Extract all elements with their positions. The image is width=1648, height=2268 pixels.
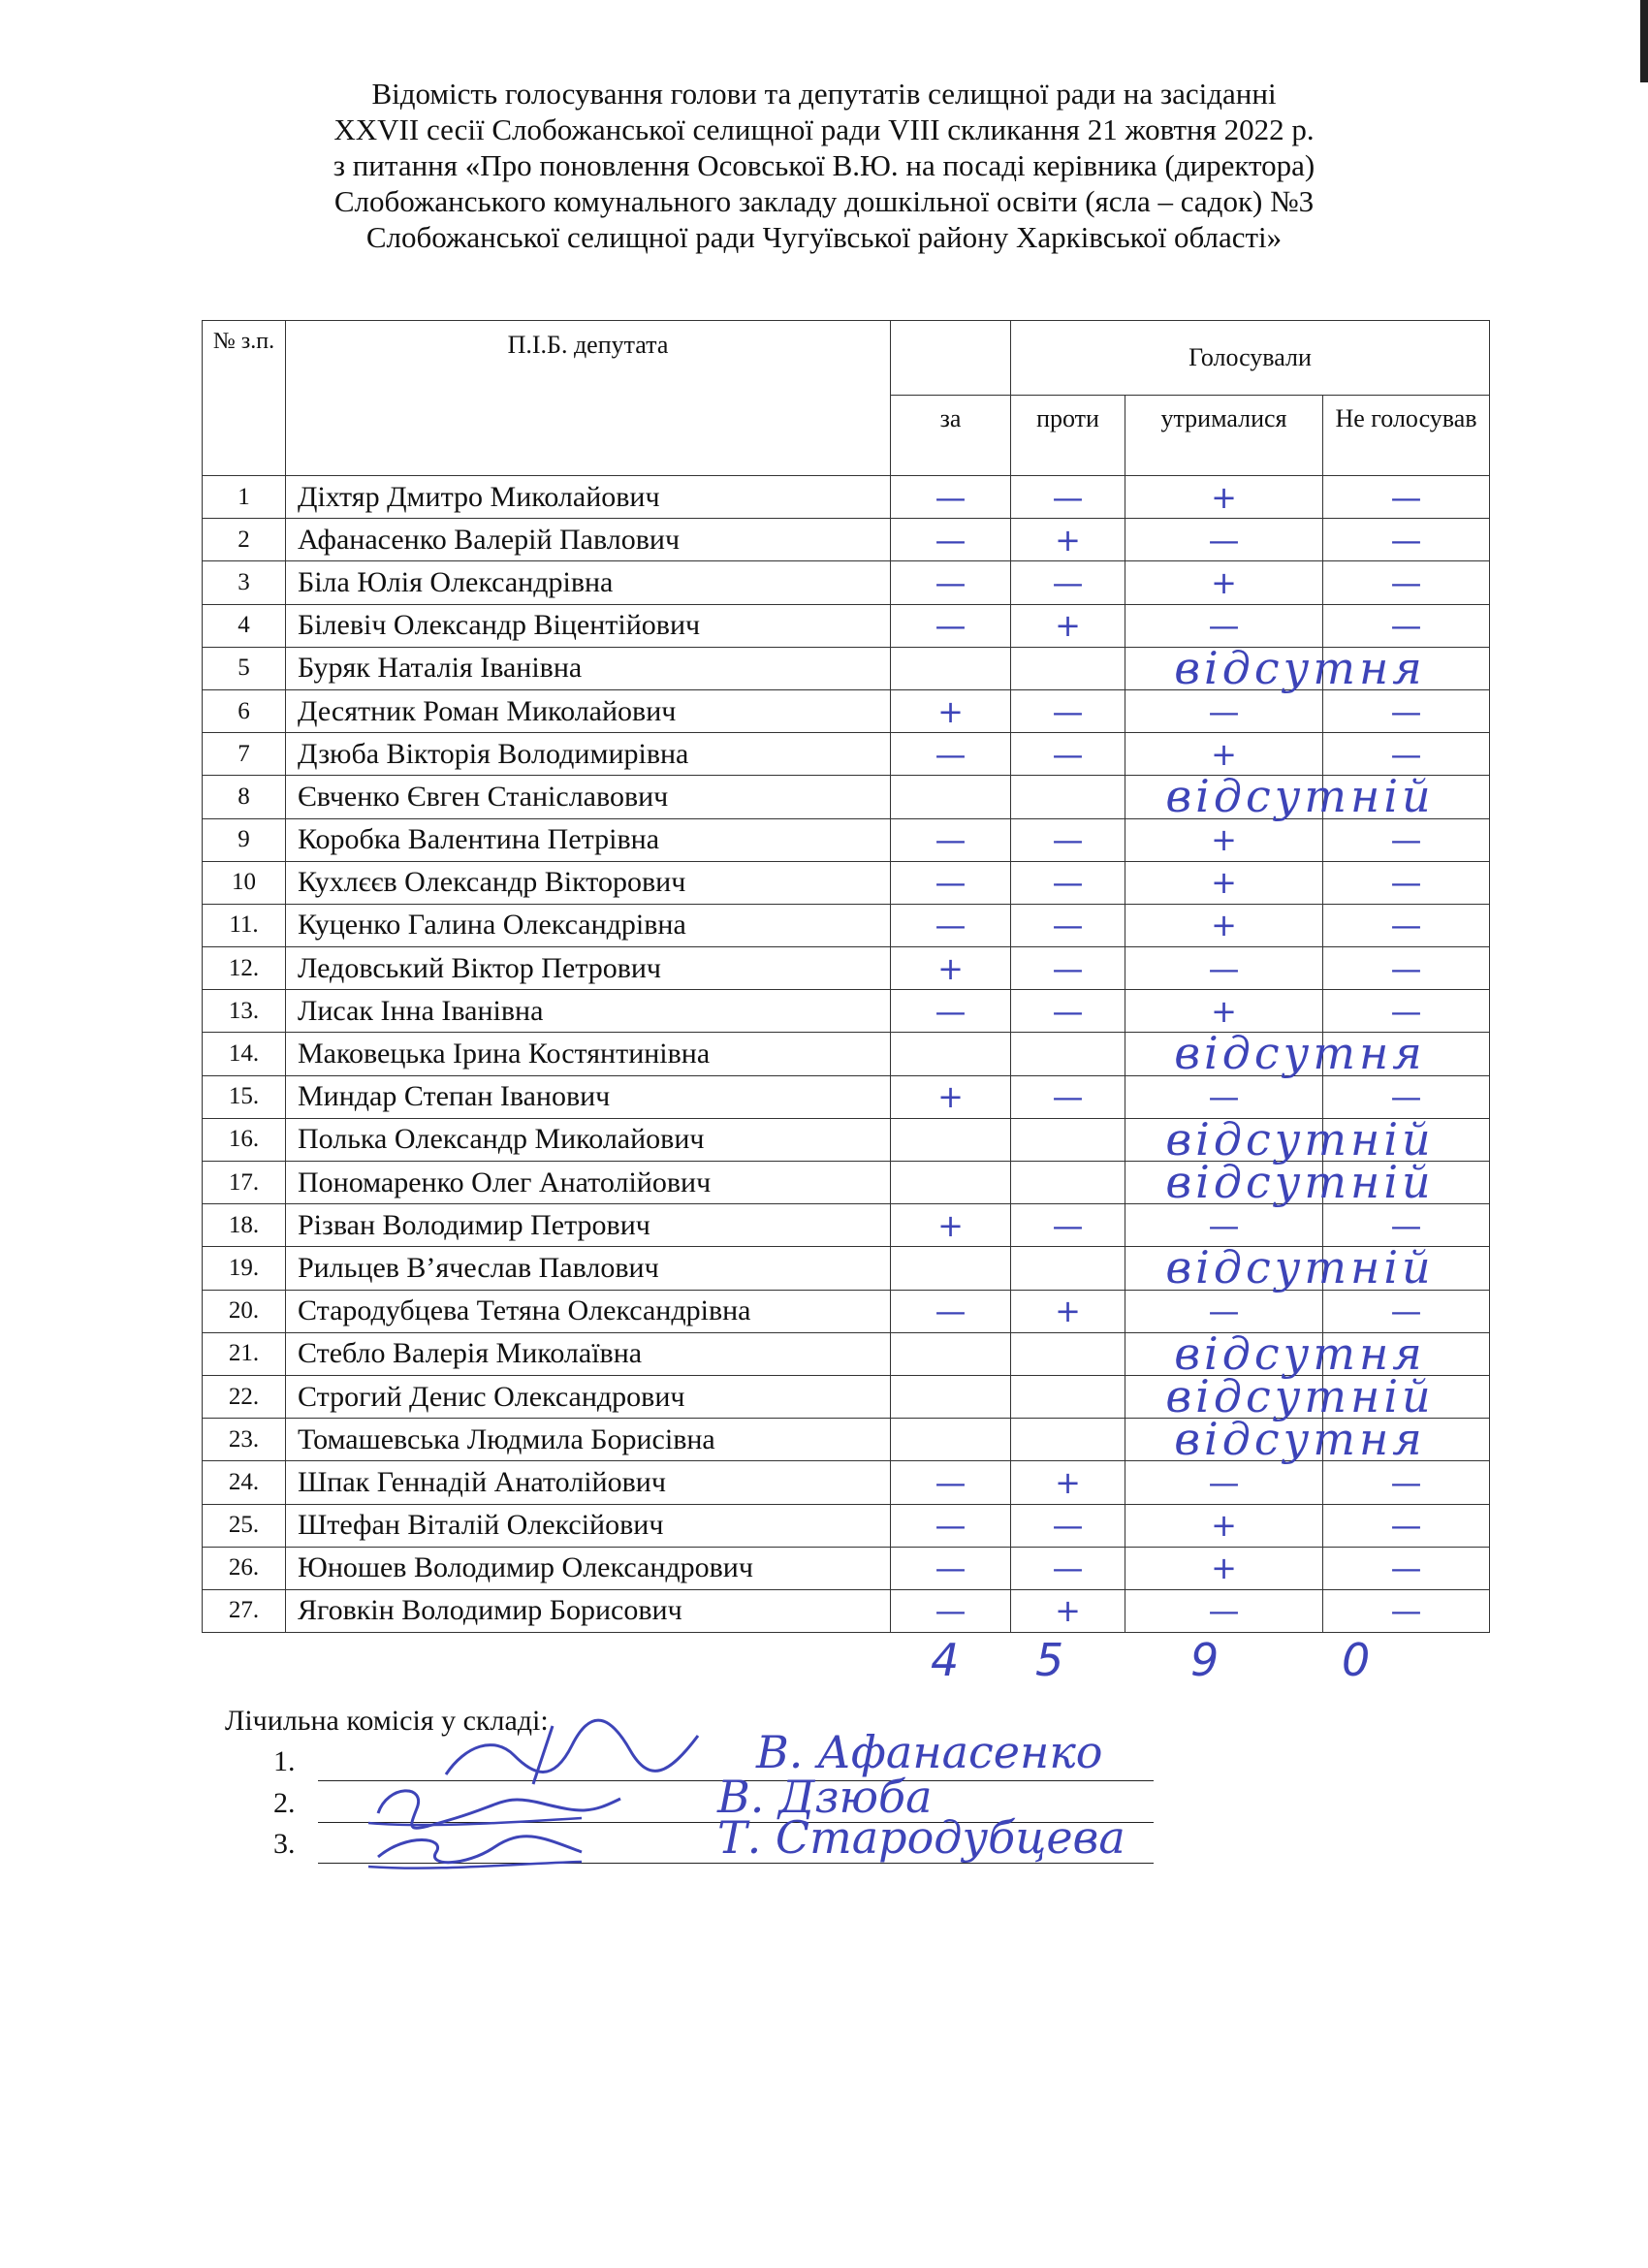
vote-mark: — bbox=[935, 478, 967, 516]
vote-mark: — bbox=[1390, 1507, 1422, 1545]
row-number: 18. bbox=[203, 1204, 286, 1247]
vote-abstain-cell bbox=[1125, 1461, 1323, 1504]
header-number: № з.п. bbox=[203, 321, 286, 476]
deputy-name: Штефан Віталій Олексійович bbox=[286, 1504, 891, 1547]
vote-mark: + bbox=[1055, 1592, 1081, 1630]
vote-mark: — bbox=[1208, 1463, 1240, 1501]
scan-edge-mark bbox=[1640, 0, 1648, 82]
commission-number: 1. bbox=[273, 1745, 296, 1777]
vote-not-voted-cell bbox=[1323, 1547, 1490, 1589]
row-number: 13. bbox=[203, 990, 286, 1033]
vote-mark: + bbox=[937, 1206, 964, 1244]
vote-abstain-cell bbox=[1125, 1162, 1323, 1204]
vote-for-cell bbox=[891, 733, 1011, 776]
vote-against-cell bbox=[1011, 1461, 1125, 1504]
vote-not-voted-cell bbox=[1323, 1332, 1490, 1375]
deputy-name: Стебло Валерія Миколаївна bbox=[286, 1332, 891, 1375]
vote-mark: — bbox=[1390, 1206, 1422, 1244]
vote-for-cell bbox=[891, 818, 1011, 861]
total-for: 4 bbox=[931, 1634, 960, 1686]
table-row bbox=[203, 647, 1490, 689]
vote-against-cell bbox=[1011, 1290, 1125, 1332]
title-line: XXVII сесії Слобожанської селищної ради VIII скликання 21 жовтня 2022 р. bbox=[333, 112, 1315, 146]
vote-for-cell bbox=[891, 1033, 1011, 1075]
vote-for-cell bbox=[891, 1162, 1011, 1204]
vote-mark: — bbox=[1390, 992, 1422, 1030]
table-row bbox=[203, 1419, 1490, 1461]
header-against: проти bbox=[1011, 396, 1125, 476]
table-row bbox=[203, 990, 1490, 1033]
row-number: 12. bbox=[203, 947, 286, 990]
deputy-name: Томашевська Людмила Борисівна bbox=[286, 1419, 891, 1461]
row-number: 15. bbox=[203, 1075, 286, 1118]
vote-against-cell bbox=[1011, 1413, 1426, 1466]
vote-against-cell bbox=[1011, 733, 1125, 776]
row-number: 2 bbox=[203, 519, 286, 561]
vote-for-cell bbox=[891, 689, 1011, 732]
deputy-name: Афанасенко Валерій Павлович bbox=[286, 519, 891, 561]
vote-abstain-cell bbox=[1125, 1247, 1323, 1290]
vote-not-voted-cell bbox=[1323, 1118, 1490, 1161]
vote-against-cell bbox=[1011, 1504, 1125, 1547]
absent-note: відсутня bbox=[1174, 1027, 1426, 1080]
vote-not-voted-cell bbox=[1323, 1375, 1490, 1418]
vote-abstain-cell bbox=[1125, 1504, 1323, 1547]
vote-mark: — bbox=[1390, 1078, 1422, 1116]
vote-not-voted-cell bbox=[1323, 1162, 1490, 1204]
table-row bbox=[203, 776, 1490, 818]
table-row bbox=[203, 689, 1490, 732]
deputy-name: Білевіч Олександр Віцентійович bbox=[286, 604, 891, 647]
row-number: 5 bbox=[203, 647, 286, 689]
absent-note: відсутній bbox=[1165, 1241, 1435, 1294]
vote-for-cell bbox=[891, 561, 1011, 604]
vote-against-cell bbox=[1011, 1326, 1426, 1380]
vote-not-voted-cell bbox=[1323, 1461, 1490, 1504]
vote-mark: — bbox=[1052, 478, 1084, 516]
vote-for-cell bbox=[891, 990, 1011, 1033]
deputy-name: Рильцев В’ячеслав Павлович bbox=[286, 1247, 891, 1290]
vote-mark: — bbox=[1390, 478, 1422, 516]
commission-number: 3. bbox=[273, 1828, 296, 1860]
vote-mark: — bbox=[1390, 563, 1422, 601]
row-number: 14. bbox=[203, 1033, 286, 1075]
vote-mark: + bbox=[937, 949, 964, 987]
header-voted: Голосували bbox=[1011, 321, 1490, 396]
commission-label: Лічильна комісія у складі: bbox=[225, 1705, 549, 1737]
vote-against-cell bbox=[1011, 1241, 1435, 1294]
deputy-name: Пономаренко Олег Анатолійович bbox=[286, 1162, 891, 1204]
vote-against-cell bbox=[1011, 1075, 1125, 1118]
vote-mark: — bbox=[935, 1507, 967, 1545]
deputy-name: Кухлєєв Олександр Вікторович bbox=[286, 861, 891, 904]
vote-mark: — bbox=[1052, 1078, 1084, 1116]
row-number: 22. bbox=[203, 1375, 286, 1418]
title-line: з питання «Про поновлення Осовської В.Ю. на посаді керівника (директора) bbox=[333, 148, 1315, 182]
table-row bbox=[203, 519, 1490, 561]
vote-not-voted-cell bbox=[1323, 519, 1490, 561]
vote-for-cell bbox=[891, 861, 1011, 904]
vote-against-cell bbox=[1011, 818, 1125, 861]
vote-abstain-cell bbox=[1125, 1033, 1323, 1075]
deputy-name: Строгий Денис Олександрович bbox=[286, 1375, 891, 1418]
vote-mark: + bbox=[1211, 864, 1237, 902]
vote-for-cell bbox=[891, 904, 1011, 946]
vote-mark: — bbox=[1390, 864, 1422, 902]
row-number: 20. bbox=[203, 1290, 286, 1332]
total-against: 5 bbox=[1035, 1634, 1064, 1686]
table-row bbox=[203, 1547, 1490, 1589]
vote-mark: — bbox=[1208, 1206, 1240, 1244]
vote-abstain-cell bbox=[1125, 861, 1323, 904]
vote-for-cell bbox=[891, 604, 1011, 647]
vote-for-cell bbox=[891, 1118, 1011, 1161]
deputy-name: Різван Володимир Петрович bbox=[286, 1204, 891, 1247]
table-row bbox=[203, 1247, 1490, 1290]
vote-against-cell bbox=[1011, 1112, 1435, 1166]
vote-mark: + bbox=[1211, 992, 1237, 1030]
row-number: 16. bbox=[203, 1118, 286, 1161]
table-row bbox=[203, 1162, 1490, 1204]
vote-mark: — bbox=[935, 1463, 967, 1501]
vote-abstain-cell bbox=[1125, 689, 1323, 732]
vote-abstain-cell bbox=[1125, 647, 1323, 689]
vote-not-voted-cell bbox=[1323, 604, 1490, 647]
vote-mark: — bbox=[1052, 907, 1084, 944]
vote-mark: — bbox=[935, 821, 967, 859]
vote-against-cell bbox=[1011, 990, 1125, 1033]
absent-note: відсутній bbox=[1165, 1369, 1435, 1422]
vote-not-voted-cell bbox=[1323, 476, 1490, 519]
vote-abstain-cell bbox=[1125, 947, 1323, 990]
vote-not-voted-cell bbox=[1323, 689, 1490, 732]
vote-mark: + bbox=[1211, 821, 1237, 859]
vote-mark: — bbox=[1208, 949, 1240, 987]
absent-note: відсутній bbox=[1165, 1156, 1435, 1208]
vote-mark: — bbox=[1390, 1463, 1422, 1501]
deputy-name: Шпак Геннадій Анатолійович bbox=[286, 1461, 891, 1504]
vote-against-cell bbox=[1011, 519, 1125, 561]
table-row bbox=[203, 947, 1490, 990]
commission-member-name: В. Дзюба bbox=[717, 1771, 933, 1823]
table-row bbox=[203, 861, 1490, 904]
vote-mark: — bbox=[935, 607, 967, 645]
table-row bbox=[203, 1075, 1490, 1118]
header-name: П.І.Б. депутата bbox=[286, 321, 891, 476]
vote-mark: — bbox=[1390, 1549, 1422, 1587]
vote-against-cell bbox=[1011, 561, 1125, 604]
row-number: 4 bbox=[203, 604, 286, 647]
vote-mark: — bbox=[1390, 607, 1422, 645]
row-number: 10 bbox=[203, 861, 286, 904]
row-number: 7 bbox=[203, 733, 286, 776]
vote-mark: — bbox=[1390, 821, 1422, 859]
vote-mark: — bbox=[1052, 692, 1084, 730]
vote-against-cell bbox=[1011, 1369, 1435, 1422]
header-empty bbox=[891, 321, 1011, 396]
vote-mark: — bbox=[1052, 563, 1084, 601]
vote-mark: — bbox=[935, 907, 967, 944]
deputy-name: Лисак Інна Іванівна bbox=[286, 990, 891, 1033]
vote-abstain-cell bbox=[1125, 818, 1323, 861]
deputy-name: Яговкін Володимир Борисович bbox=[286, 1589, 891, 1632]
vote-not-voted-cell bbox=[1323, 776, 1490, 818]
vote-mark: — bbox=[1390, 949, 1422, 987]
vote-abstain-cell bbox=[1125, 1589, 1323, 1632]
row-number: 1 bbox=[203, 476, 286, 519]
table-row bbox=[203, 1033, 1490, 1075]
deputy-name: Стародубцева Тетяна Олександрівна bbox=[286, 1290, 891, 1332]
deputy-name: Десятник Роман Миколайович bbox=[286, 689, 891, 732]
table-row bbox=[203, 1204, 1490, 1247]
table-row bbox=[203, 476, 1490, 519]
vote-against-cell bbox=[1011, 604, 1125, 647]
absent-note: відсутня bbox=[1174, 1326, 1426, 1380]
commission-member-name: Т. Стародубцева bbox=[717, 1811, 1125, 1864]
vote-mark: — bbox=[1208, 692, 1240, 730]
vote-against-cell bbox=[1011, 641, 1426, 694]
vote-for-cell bbox=[891, 776, 1011, 818]
absent-note: відсутня bbox=[1174, 641, 1426, 694]
vote-for-cell bbox=[891, 1589, 1011, 1632]
row-number: 3 bbox=[203, 561, 286, 604]
vote-mark: — bbox=[1052, 949, 1084, 987]
table-row bbox=[203, 904, 1490, 946]
signature-3 bbox=[349, 1813, 601, 1881]
vote-for-cell bbox=[891, 647, 1011, 689]
vote-abstain-cell bbox=[1125, 776, 1323, 818]
row-number: 25. bbox=[203, 1504, 286, 1547]
table-row bbox=[203, 1118, 1490, 1161]
vote-abstain-cell bbox=[1125, 1118, 1323, 1161]
deputy-name: Куценко Галина Олександрівна bbox=[286, 904, 891, 946]
vote-for-cell bbox=[891, 476, 1011, 519]
vote-not-voted-cell bbox=[1323, 733, 1490, 776]
vote-for-cell bbox=[891, 947, 1011, 990]
deputy-name: Дзюба Вікторія Володимирівна bbox=[286, 733, 891, 776]
vote-mark: + bbox=[1055, 521, 1081, 559]
vote-mark: — bbox=[1208, 1592, 1240, 1630]
deputy-name: Коробка Валентина Петрівна bbox=[286, 818, 891, 861]
vote-for-cell bbox=[891, 519, 1011, 561]
commission-number: 2. bbox=[273, 1787, 296, 1819]
vote-abstain-cell bbox=[1125, 904, 1323, 946]
vote-against-cell bbox=[1011, 476, 1125, 519]
deputy-name: Біла Юлія Олександрівна bbox=[286, 561, 891, 604]
vote-for-cell bbox=[891, 1075, 1011, 1118]
vote-mark: — bbox=[1390, 1592, 1422, 1630]
vote-abstain-cell bbox=[1125, 1075, 1323, 1118]
vote-not-voted-cell bbox=[1323, 1504, 1490, 1547]
table-row bbox=[203, 1290, 1490, 1332]
vote-not-voted-cell bbox=[1323, 818, 1490, 861]
vote-mark: + bbox=[1211, 735, 1237, 773]
vote-not-voted-cell bbox=[1323, 1419, 1490, 1461]
vote-mark: — bbox=[1390, 735, 1422, 773]
vote-abstain-cell bbox=[1125, 1547, 1323, 1589]
vote-abstain-cell bbox=[1125, 561, 1323, 604]
voting-table bbox=[202, 320, 1490, 1633]
row-number: 11. bbox=[203, 904, 286, 946]
table-row bbox=[203, 1332, 1490, 1375]
vote-mark: — bbox=[1208, 607, 1240, 645]
vote-mark: + bbox=[1055, 607, 1081, 645]
vote-mark: — bbox=[1052, 992, 1084, 1030]
vote-mark: — bbox=[935, 521, 967, 559]
table-row bbox=[203, 604, 1490, 647]
document-title bbox=[145, 76, 1503, 255]
vote-for-cell bbox=[891, 1547, 1011, 1589]
vote-not-voted-cell bbox=[1323, 1204, 1490, 1247]
title-line: Відомість голосування голови та депутатів селищної ради на засіданні bbox=[371, 77, 1277, 111]
vote-abstain-cell bbox=[1125, 1419, 1323, 1461]
vote-for-cell bbox=[891, 1461, 1011, 1504]
vote-not-voted-cell bbox=[1323, 561, 1490, 604]
vote-not-voted-cell bbox=[1323, 1033, 1490, 1075]
row-number: 24. bbox=[203, 1461, 286, 1504]
title-line: Слобожанського комунального закладу дошкільної освіти (ясла – садок) №3 bbox=[333, 184, 1315, 218]
table-row bbox=[203, 561, 1490, 604]
vote-abstain-cell bbox=[1125, 1290, 1323, 1332]
vote-mark: — bbox=[1052, 1507, 1084, 1545]
title-line: Слобожанської селищної ради Чугуївської району Харківської області» bbox=[365, 220, 1283, 254]
table-row bbox=[203, 1461, 1490, 1504]
vote-for-cell bbox=[891, 1204, 1011, 1247]
vote-not-voted-cell bbox=[1323, 1290, 1490, 1332]
deputy-name: Маковецька Ірина Костянтинівна bbox=[286, 1033, 891, 1075]
absent-note: відсутній bbox=[1165, 770, 1435, 823]
vote-abstain-cell bbox=[1125, 1332, 1323, 1375]
vote-mark: — bbox=[1052, 1549, 1084, 1587]
vote-not-voted-cell bbox=[1323, 1247, 1490, 1290]
row-number: 23. bbox=[203, 1419, 286, 1461]
deputy-name: Ледовський Віктор Петрович bbox=[286, 947, 891, 990]
vote-mark: + bbox=[937, 1078, 964, 1116]
row-number: 9 bbox=[203, 818, 286, 861]
deputy-name: Євченко Євген Станіславович bbox=[286, 776, 891, 818]
commission-member-name: В. Афанасенко bbox=[756, 1726, 1103, 1778]
vote-not-voted-cell bbox=[1323, 904, 1490, 946]
vote-mark: — bbox=[935, 563, 967, 601]
vote-for-cell bbox=[891, 1247, 1011, 1290]
deputy-name: Юношев Володимир Олександрович bbox=[286, 1547, 891, 1589]
vote-abstain-cell bbox=[1125, 604, 1323, 647]
vote-mark: — bbox=[935, 1293, 967, 1330]
total-abstain: 9 bbox=[1190, 1634, 1220, 1686]
vote-for-cell bbox=[891, 1419, 1011, 1461]
row-number: 8 bbox=[203, 776, 286, 818]
vote-abstain-cell bbox=[1125, 1204, 1323, 1247]
vote-mark: — bbox=[1052, 821, 1084, 859]
vote-mark: — bbox=[1390, 692, 1422, 730]
header-abstain: утрималися bbox=[1125, 396, 1323, 476]
vote-for-cell bbox=[891, 1290, 1011, 1332]
vote-mark: — bbox=[935, 735, 967, 773]
vote-abstain-cell bbox=[1125, 519, 1323, 561]
vote-mark: — bbox=[1052, 864, 1084, 902]
vote-mark: — bbox=[935, 864, 967, 902]
vote-against-cell bbox=[1011, 770, 1435, 823]
vote-not-voted-cell bbox=[1323, 990, 1490, 1033]
deputy-name: Буряк Наталія Іванівна bbox=[286, 647, 891, 689]
deputy-name: Миндар Степан Іванович bbox=[286, 1075, 891, 1118]
vote-for-cell bbox=[891, 1504, 1011, 1547]
vote-mark: + bbox=[1211, 907, 1237, 944]
deputy-name: Полька Олександр Миколайович bbox=[286, 1118, 891, 1161]
vote-mark: — bbox=[1052, 735, 1084, 773]
vote-against-cell bbox=[1011, 1156, 1435, 1208]
vote-against-cell bbox=[1011, 1547, 1125, 1589]
table-body bbox=[203, 476, 1490, 1633]
vote-mark: — bbox=[1208, 1293, 1240, 1330]
header-for: за bbox=[891, 396, 1011, 476]
header-not-voted: Не голосував bbox=[1323, 396, 1490, 476]
vote-not-voted-cell bbox=[1323, 947, 1490, 990]
vote-for-cell bbox=[891, 1332, 1011, 1375]
vote-mark: — bbox=[1390, 521, 1422, 559]
vote-mark: — bbox=[935, 1549, 967, 1587]
absent-note: відсутня bbox=[1174, 1413, 1426, 1466]
absent-note: відсутній bbox=[1165, 1112, 1435, 1166]
row-number: 19. bbox=[203, 1247, 286, 1290]
table-row bbox=[203, 818, 1490, 861]
vote-abstain-cell bbox=[1125, 476, 1323, 519]
vote-mark: + bbox=[1211, 478, 1237, 516]
vote-against-cell bbox=[1011, 1589, 1125, 1632]
vote-against-cell bbox=[1011, 861, 1125, 904]
vote-not-voted-cell bbox=[1323, 1075, 1490, 1118]
row-number: 17. bbox=[203, 1162, 286, 1204]
deputy-name: Діхтяр Дмитро Миколайович bbox=[286, 476, 891, 519]
vote-abstain-cell bbox=[1125, 733, 1323, 776]
vote-mark: + bbox=[1055, 1463, 1081, 1501]
vote-mark: — bbox=[935, 1592, 967, 1630]
vote-not-voted-cell bbox=[1323, 647, 1490, 689]
vote-mark: + bbox=[1211, 1549, 1237, 1587]
row-number: 27. bbox=[203, 1589, 286, 1632]
vote-mark: — bbox=[1390, 1293, 1422, 1330]
vote-against-cell bbox=[1011, 1027, 1426, 1080]
vote-against-cell bbox=[1011, 947, 1125, 990]
row-number: 6 bbox=[203, 689, 286, 732]
table-row bbox=[203, 1375, 1490, 1418]
table-row bbox=[203, 733, 1490, 776]
vote-mark: + bbox=[1211, 1507, 1237, 1545]
vote-abstain-cell bbox=[1125, 1375, 1323, 1418]
table-row bbox=[203, 1589, 1490, 1632]
vote-against-cell bbox=[1011, 1204, 1125, 1247]
vote-mark: + bbox=[937, 692, 964, 730]
row-number: 21. bbox=[203, 1332, 286, 1375]
vote-against-cell bbox=[1011, 689, 1125, 732]
vote-mark: — bbox=[1208, 1078, 1240, 1116]
vote-for-cell bbox=[891, 1375, 1011, 1418]
vote-abstain-cell bbox=[1125, 990, 1323, 1033]
vote-mark: — bbox=[1052, 1206, 1084, 1244]
vote-mark: + bbox=[1055, 1293, 1081, 1330]
vote-not-voted-cell bbox=[1323, 861, 1490, 904]
total-not-voted: 0 bbox=[1342, 1634, 1371, 1686]
vote-mark: + bbox=[1211, 563, 1237, 601]
table-row bbox=[203, 1504, 1490, 1547]
vote-mark: — bbox=[1390, 907, 1422, 944]
row-number: 26. bbox=[203, 1547, 286, 1589]
vote-against-cell bbox=[1011, 904, 1125, 946]
vote-mark: — bbox=[935, 992, 967, 1030]
vote-not-voted-cell bbox=[1323, 1589, 1490, 1632]
vote-mark: — bbox=[1208, 521, 1240, 559]
